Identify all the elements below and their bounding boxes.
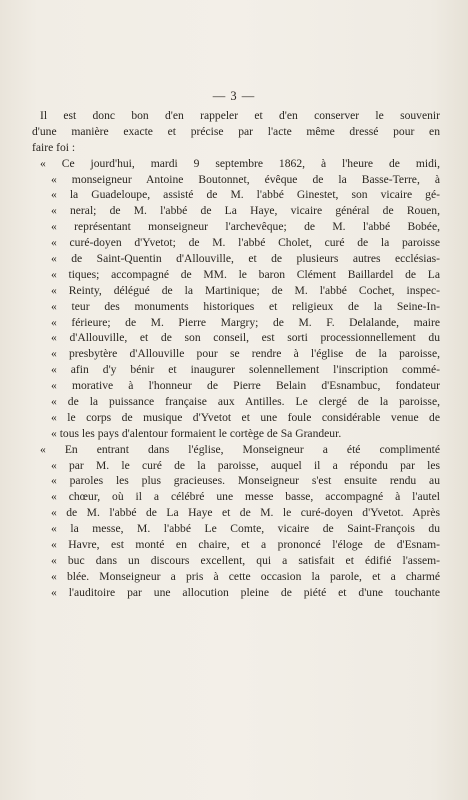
text-line: « curé-doyen d'Yvetot; de M. l'abbé Cholet, curé de la paroisse (51, 236, 440, 250)
text-line: « presbytère d'Allouville pour se rendre à l'église de la paroisse, (51, 347, 440, 361)
text-line: « morative à l'honneur de Pierre Belain d'Esnambuc, fondateur (51, 379, 440, 393)
text-line: « monseigneur Antoine Boutonnet, évêque de la Basse-Terre, à (51, 172, 440, 186)
text-line: « blée. Monseigneur a pris à cette occasion la parole, et a charmé (51, 569, 440, 583)
text-line: « tous les pays d'alentour formaient le cortège de Sa Grandeur. (51, 426, 342, 440)
text-line: « buc dans un discours excellent, qui a satisfait et édifié l'assem- (51, 553, 440, 567)
text-line: « Reinty, délégué de la Martinique; de M. l'abbé Cochet, inspec- (51, 283, 440, 297)
text-line: « de M. l'abbé de La Haye et de M. le curé-doyen d'Yvetot. Après (51, 506, 440, 520)
text-line: « chœur, où il a célébré une messe basse, accompagné à l'autel (51, 490, 440, 504)
text-line: « tiques; accompagné de MM. le baron Clément Baillardel de La (51, 267, 440, 281)
text-line: « la messe, M. l'abbé Le Comte, vicaire de Saint-François du (51, 522, 440, 536)
text-line: « férieure; de M. Pierre Margry; de M. F. Delalande, maire (51, 315, 440, 329)
text-line: d'une manière exacte et précise par l'acte même dressé pour en (32, 124, 440, 138)
text-line: « de Saint-Quentin d'Allouville, et de plusieurs autres ecclésias- (51, 252, 440, 266)
text-line: « le corps de musique d'Yvetot et une foule considérable venue de (51, 410, 440, 424)
text-line: « Havre, est monté en chaire, et a prononcé l'éloge de d'Esnam- (51, 538, 440, 552)
text-line: « la Guadeloupe, assisté de M. l'abbé Ginestet, son vicaire gé- (51, 188, 440, 202)
text-line: « paroles les plus gracieuses. Monseigneur s'est ensuite rendu au (51, 474, 440, 488)
text-line: « représentant monseigneur l'archevêque; de M. l'abbé Bobée, (51, 220, 440, 234)
text-line: « Ce jourd'hui, mardi 9 septembre 1862, à l'heure de midi, (40, 156, 440, 170)
body-text (32, 108, 440, 601)
text-line: « teur des monuments historiques et religieux de la Seine-In- (51, 299, 440, 313)
text-line: « neral; de M. l'abbé de La Haye, vicaire général de Rouen, (51, 204, 440, 218)
text-line: « afin d'y bénir et inaugurer solennellement l'inscription commé- (51, 363, 440, 377)
text-line: faire foi : (32, 140, 76, 154)
text-line: « de la puissance française aux Antilles. Le clergé de la paroisse, (51, 395, 440, 409)
text-line: « l'auditoire par une allocution pleine de piété et d'une touchante (51, 585, 440, 599)
page-number: — 3 — (212, 89, 256, 103)
text-line: Il est donc bon d'en rappeler et d'en conserver le souvenir (40, 109, 440, 122)
text-line: « d'Allouville, et de son conseil, est sorti processionnellement du (51, 331, 440, 345)
text-line: « En entrant dans l'église, Monseigneur a été complimenté (40, 442, 440, 456)
text-line: « par M. le curé de la paroisse, auquel il a répondu par les (51, 458, 440, 472)
